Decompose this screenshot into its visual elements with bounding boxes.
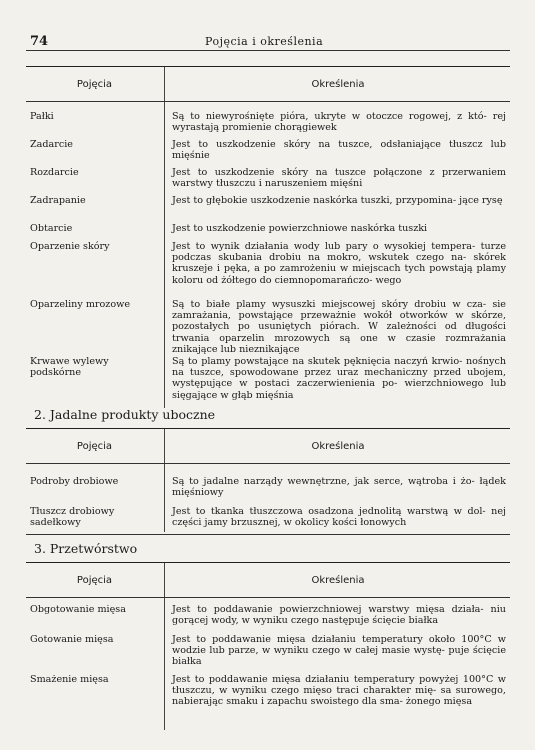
definition: Jest to wynik działania wody lub pary o wysokiej tempera- turze podczas skubania drobiu na mokro, wskutek czego na- skórek kruszeje i pęka, a po zamrożeniu w miejscach tych powstają plamy koloru od żółtego do ciemnopomarańczo- wego (172, 241, 506, 286)
section-title: 2. Jadalne produkty uboczne (34, 407, 216, 422)
column-header-definitions: Określenia (311, 575, 365, 586)
term: Oparzeliny mrozowe (30, 299, 131, 310)
term: Obgotowanie mięsa (30, 604, 126, 615)
definition: Jest to głębokie uszkodzenie naskórka tuszki, przypomina- jące rysę (172, 195, 503, 206)
column-header-terms: Pojęcia (76, 575, 113, 586)
term: Obtarcie (30, 223, 73, 234)
term: Smażenie mięsa (30, 674, 109, 685)
term: Oparzenie skóry (30, 241, 110, 252)
table-header-row (26, 562, 510, 598)
term: Zadrapanie (30, 195, 86, 206)
header-rule (26, 50, 510, 51)
column-divider (164, 563, 165, 597)
definition: Jest to uszkodzenie powierzchniowe naskórka tuszki (172, 223, 428, 234)
column-header-definitions: Określenia (311, 441, 365, 452)
definition: Są to niewyrośnięte pióra, ukryte w otoczce rogowej, z któ- rej wyrastają promienie chorągiewek (172, 111, 506, 134)
definition: Jest to tkanka tłuszczowa osadzona jednolitą warstwą w dol- nej części jamy brzusznej, w okolicy kości łonowych (172, 506, 506, 529)
definition: Jest to poddawanie mięsa działaniu temperatury około 100°C w wodzie lub parze, w wyniku czego w całej masie wystę- puje ścięcie białka (172, 634, 506, 668)
definition: Są to białe plamy wysuszki miejscowej skóry drobiu w cza- sie zamrażania, powstające przeważnie wokół otworków w skórze, pozostałych po usuniętych piórach. W zależności od długości trwania oparzelin mrozowych są one w czasie rozmrażania znikające lub nieznikające (172, 299, 506, 355)
column-divider (164, 598, 165, 730)
definition: Jest to poddawanie mięsa działaniu temperatury powyżej 100°C w tłuszczu, w wyniku czego mięso traci charakter mię- sa surowego, nabierając smaku i zapachu swoistego dla sma- żonego mięsa (172, 674, 506, 708)
definitions-table-1 (26, 66, 510, 412)
column-divider (164, 429, 165, 463)
section-title: 3. Przetwórstwo (34, 541, 138, 556)
term: Tłuszcz drobiowy sadełkowy (30, 506, 115, 529)
definition: Są to plamy powstające na skutek pęknięcia naczyń krwio- nośnych na tuszce, spowodowane przez uraz mechaniczny przed ubojem, występujące w postaci zaczerwienienia po- wierzchniowego lub sięgające w głąb mięśnia (172, 356, 506, 401)
column-divider (164, 102, 165, 408)
table-header-row (26, 428, 510, 464)
page-number: 74 (30, 34, 49, 49)
term: Krwawe wylewy podskórne (30, 356, 109, 379)
table-header-row (26, 66, 510, 102)
definition: Jest to uszkodzenie skóry na tuszce, odsłaniające tłuszcz lub mięśnie (172, 139, 506, 162)
definitions-table-3 (26, 562, 510, 734)
definition: Są to jadalne narządy wewnętrzne, jak serce, wątroba i żo- łądek mięśniowy (172, 476, 506, 499)
definition: Jest to poddawanie powierzchniowej warstwy mięsa działa- niu gorącej wody, w wyniku czego następuje ścięcie białka (172, 604, 506, 627)
column-divider (164, 464, 165, 532)
table-bottom-rule (26, 534, 510, 535)
column-header-terms: Pojęcia (76, 441, 113, 452)
term: Pałki (30, 111, 54, 122)
column-header-terms: Pojęcia (76, 79, 113, 90)
column-divider (164, 67, 165, 101)
term: Podroby drobiowe (30, 476, 119, 487)
term: Rozdarcie (30, 167, 79, 178)
running-title: Pojęcia i określenia (205, 35, 324, 48)
column-header-definitions: Określenia (311, 79, 365, 90)
definitions-table-2 (26, 428, 510, 534)
term: Zadarcie (30, 139, 73, 150)
definition: Jest to uszkodzenie skóry na tuszce połączone z przerwaniem warstwy tłuszczu i naruszeniem mięśni (172, 167, 506, 190)
term: Gotowanie mięsa (30, 634, 114, 645)
